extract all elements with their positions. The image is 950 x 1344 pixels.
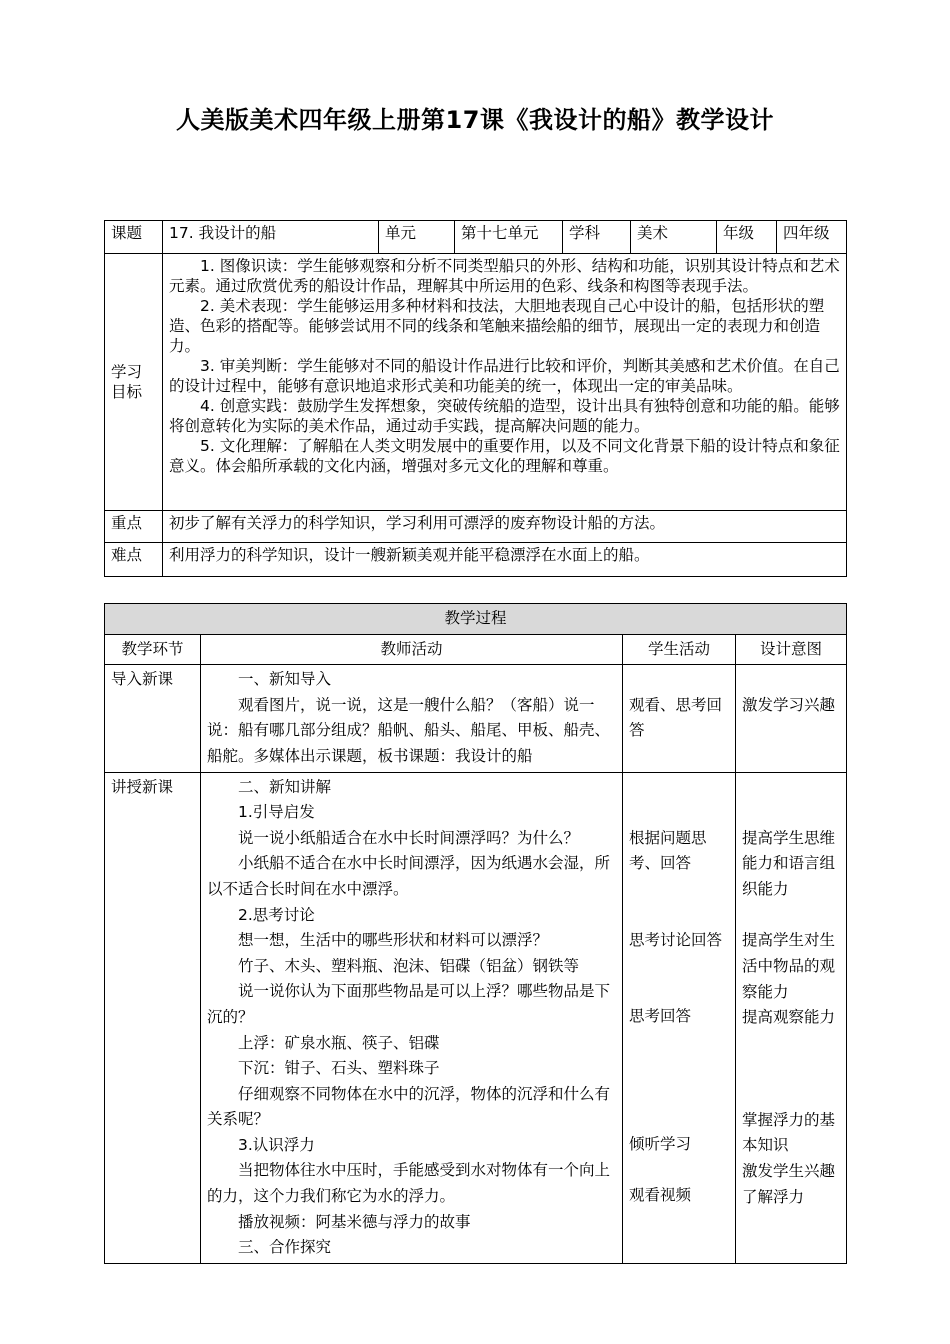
key-value: 初步了解有关浮力的科学知识，学习利用可漂浮的废弃物设计船的方法。 [163,511,847,543]
intro-stage: 导入新课 [105,665,201,772]
difficulty-value: 利用浮力的科学知识，设计一艘新颖美观并能平稳漂浮在水面上的船。 [163,543,847,577]
lecture-student-activity [623,772,736,1263]
intent-line: 激发学习兴趣 [742,695,836,714]
student-line: 观看、思考回答 [629,695,723,740]
col-intent-header: 设计意图 [736,634,847,665]
objective-item: 4. 创意实践：鼓励学生发挥想象，突破传统船的造型，设计出具有独特创意和功能的船。能够将创意转化为实际的美术作品，通过动手实践，提高解决问题的能力。 [169,397,840,435]
process-header: 教学过程 [105,604,847,635]
topic-value: 17. 我设计的船 [163,221,379,254]
student-line: 思考回答 [629,1007,692,1026]
col-student-header: 学生活动 [623,634,736,665]
teacher-line: 竹子、木头、塑料瓶、泡沫、铝碟（铝盆）钢铁等 [238,956,580,975]
intent-line: 提高学生思维能力和语言组织能力 [742,828,836,898]
teacher-line: 3.认识浮力 [238,1135,315,1154]
objective-item: 5. 文化理解：了解船在人类文明发展中的重要作用，以及不同文化背景下船的设计特点和象征意义。体会船所承载的文化内涵，增强对多元文化的理解和尊重。 [169,437,840,475]
teacher-line: 下沉：钳子、石头、塑料珠子 [238,1059,440,1078]
objectives-cell [163,254,847,511]
teacher-line: 想一想，生活中的哪些形状和材料可以漂浮？ [238,931,549,950]
intro-student-activity [623,665,736,772]
subject-value: 美术 [631,221,717,254]
teacher-line: 二、新知讲解 [238,777,332,796]
teacher-line: 播放视频：阿基米德与浮力的故事 [238,1212,471,1231]
objective-item: 3. 审美判断：学生能够对不同的船设计作品进行比较和评价，判断其美感和艺术价值。在自己的设计过程中，能够有意识地追求形式美和功能美的统一，体现出一定的审美品味。 [169,357,840,395]
student-line: 根据问题思考、回答 [629,828,707,873]
intent-line: 掌握浮力的基本知识 [742,1110,836,1155]
lesson-info-table [104,220,847,577]
page-title: 人美版美术四年级上册第17课《我设计的船》教学设计 [176,106,774,134]
topic-label: 课题 [105,221,163,254]
teacher-line: 1.引导启发 [238,803,315,822]
teaching-process-table [104,603,847,1264]
student-line: 思考讨论回答 [629,930,723,949]
teacher-line: 三、合作探究 [238,1238,332,1257]
difficulty-label: 难点 [105,543,163,577]
teacher-line: 仔细观察不同物体在水中的沉浮，物体的沉浮和什么有关系呢？ [207,1084,611,1129]
intro-design-intent [736,665,847,772]
teacher-line: 观看图片，说一说，这是一艘什么船？（客船）说一说：船有哪几部分组成？船帆、船头、船尾、甲板、船壳、船舵。多媒体出示课题，板书课题：我设计的船 [207,695,611,765]
col-teacher-header: 教师活动 [201,634,623,665]
grade-label: 年级 [717,221,777,254]
intent-line: 激发学生兴趣了解浮力 [742,1161,836,1206]
student-line: 观看视频 [629,1186,692,1205]
lecture-teacher-activity [201,772,623,1263]
key-label: 重点 [105,511,163,543]
intent-line: 提高观察能力 [742,1008,836,1027]
teacher-line: 说一说你认为下面那些物品是可以上浮？哪些物品是下沉的？ [207,982,611,1026]
col-stage-header: 教学环节 [105,634,201,665]
teacher-line: 2.思考讨论 [238,905,315,924]
grade-value: 四年级 [777,221,847,254]
objective-item: 2. 美术表现：学生能够运用多种材料和技法，大胆地表现自己心中设计的船，包括形状的塑造、色彩的搭配等。能够尝试用不同的线条和笔触来描绘船的细节，展现出一定的表现力和创造力。 [169,297,825,355]
subject-label: 学科 [563,221,631,254]
objective-item: 1. 图像识读：学生能够观察和分析不同类型船只的外形、结构和功能，识别其设计特点和艺术元素。通过欣赏优秀的船设计作品，理解其中所运用的色彩、线条和构图等表现手法。 [169,257,840,295]
teacher-line: 上浮：矿泉水瓶、筷子、铝碟 [238,1033,440,1052]
student-line: 倾听学习 [629,1134,692,1153]
lecture-design-intent [736,772,847,1263]
teacher-line: 当把物体往水中压时，手能感受到水对物体有一个向上的力，这个力我们称它为水的浮力。 [207,1161,611,1206]
intent-line: 提高学生对生活中物品的观察能力 [742,931,836,1001]
unit-label: 单元 [379,221,455,254]
teacher-line: 小纸船不适合在水中长时间漂浮，因为纸遇水会湿，所以不适合长时间在水中漂浮。 [207,854,611,898]
teacher-line: 一、新知导入 [238,670,332,689]
objectives-label: 学习目标 [105,254,163,511]
lecture-stage: 讲授新课 [105,772,201,1263]
unit-value: 第十七单元 [455,221,563,254]
teacher-line: 说一说小纸船适合在水中长时间漂浮吗？为什么？ [238,828,580,847]
intro-teacher-activity [201,665,623,772]
